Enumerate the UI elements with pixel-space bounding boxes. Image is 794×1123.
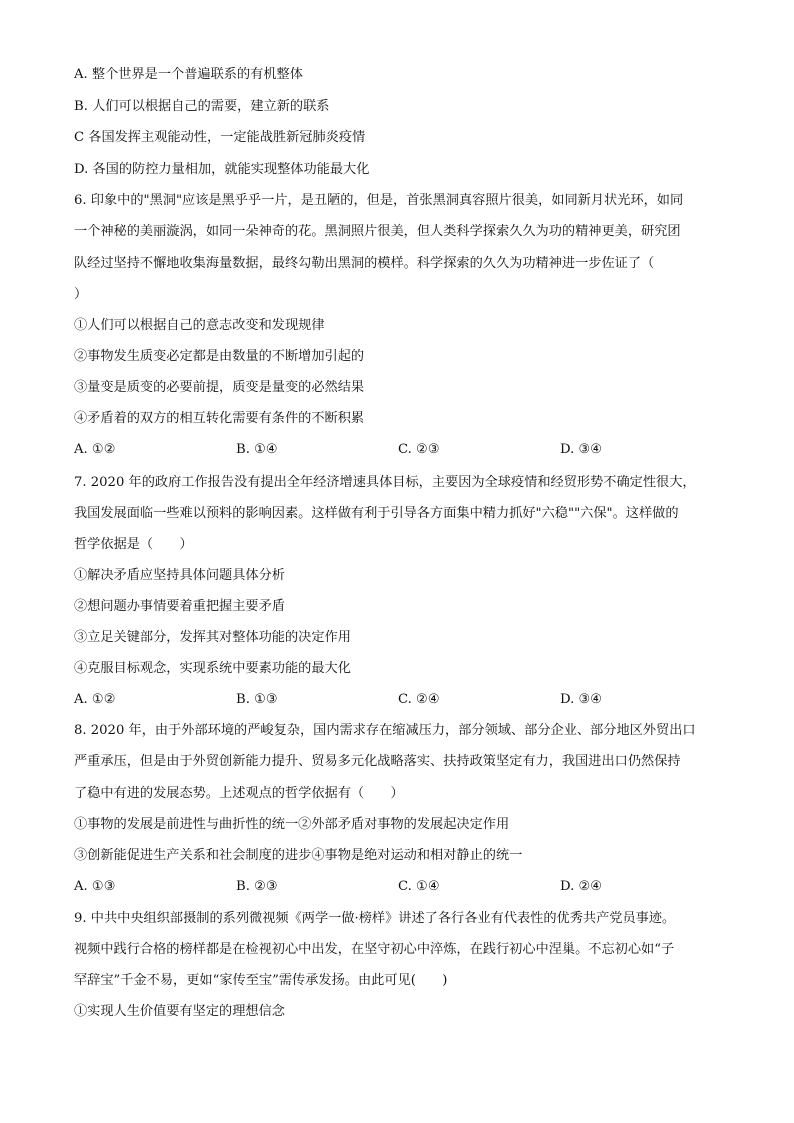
q7-statement: ②想问题办事情要着重把握主要矛盾 <box>74 599 285 614</box>
q6-stem-line: ） <box>74 287 88 302</box>
q6-choice-b[interactable]: B. ①④ <box>236 442 278 457</box>
q7-stem-line: 哲学依据是（ ） <box>74 537 193 552</box>
q8-choice-a[interactable]: A. ①③ <box>74 879 116 894</box>
q9-stem-line: 罕辞宝”千金不易，更如“家传至宝”需传承发扬。由此可见( ) <box>74 973 448 988</box>
q6-statement: ③量变是质变的必要前提，质变是量变的必然结果 <box>74 380 365 395</box>
q8-choice-b[interactable]: B. ②③ <box>236 879 278 894</box>
option-a: A. 整个世界是一个普遍联系的有机整体 <box>74 67 303 82</box>
q7-choice-d[interactable]: D. ③④ <box>560 692 603 707</box>
q8-stem-line: 8. 2020 年，由于外部环境的严峻复杂，国内需求存在缩减压力，部分领域、部分企业、部分地区外贸出口 <box>74 723 696 738</box>
q9-stem-line: 视频中践行合格的榜样都是在检视初心中出发，在坚守初心中淬炼，在践行初心中涅巢。不忘初心如“子 <box>74 942 675 957</box>
q7-stem-line: 我国发展面临一些难以预料的影响因素。这样做有利于引导各方面集中精力抓好"六稳""六保"。这样做的 <box>74 506 679 521</box>
q8-statement: ③创新能促进生产关系和社会制度的进步④事物是绝对运动和相对静止的统一 <box>74 848 523 863</box>
q6-statement: ④矛盾着的双方的相互转化需要有条件的不断积累 <box>74 411 365 426</box>
q7-choice-a[interactable]: A. ①② <box>74 692 116 707</box>
q6-statement: ①人们可以根据自己的意志改变和发现规律 <box>74 318 325 333</box>
q7-stem-line: 7. 2020 年的政府工作报告没有提出全年经济增速具体目标，主要因为全球疫情和经贸形势不确定性很大， <box>74 475 696 490</box>
option-b: B. 人们可以根据自己的需要，建立新的联系 <box>74 99 330 114</box>
q6-choices <box>74 440 722 460</box>
q7-choices <box>74 690 722 710</box>
q8-choice-d[interactable]: D. ②④ <box>560 879 603 894</box>
option-c: C 各国发挥主观能动性，一定能战胜新冠肺炎疫情 <box>74 130 366 145</box>
q8-choices <box>74 877 722 897</box>
q7-choice-b[interactable]: B. ①③ <box>236 692 278 707</box>
q6-statement: ②事物发生质变必定都是由数量的不断增加引起的 <box>74 349 365 364</box>
q6-choice-d[interactable]: D. ③④ <box>560 442 603 457</box>
q8-statement: ①事物的发展是前进性与曲折性的统一②外部矛盾对事物的发展起决定作用 <box>74 817 510 832</box>
option-d: D. 各国的防控力量相加，就能实现整体功能最大化 <box>74 162 370 177</box>
q6-stem-line: 6. 印象中的"黑洞"应该是黑乎乎一片，是丑陋的，但是，首张黑洞真容照片很美，如同新月状光环，如同 <box>74 193 684 208</box>
q8-choice-c[interactable]: C. ①④ <box>398 879 440 894</box>
q6-choice-c[interactable]: C. ②③ <box>398 442 440 457</box>
q6-stem-line: 队经过坚持不懈地收集海量数据，最终勾勒出黑洞的模样。科学探索的久久为功精神进一步佐证了（ <box>74 256 655 271</box>
q7-statement: ①解决矛盾应坚持具体问题具体分析 <box>74 568 285 583</box>
q8-stem-line: 严重承压，但是由于外贸创新能力提升、贸易多元化战略落实、扶持政策坚定有力，我国进出口仍然保持 <box>74 754 681 769</box>
q9-statement: ①实现人生价值要有坚定的理想信念 <box>74 1004 285 1019</box>
q6-stem-line: 一个神秘的美丽漩涡，如同一朵神奇的花。黑洞照片很美，但人类科学探索久久为功的精神更美，研究团 <box>74 224 681 239</box>
q7-choice-c[interactable]: C. ②④ <box>398 692 440 707</box>
q9-stem-line: 9. 中共中央组织部摄制的系列微视频《两学一做·榜样》讲述了各行各业有代表性的优秀共产党员事迹。 <box>74 911 676 926</box>
q6-choice-a[interactable]: A. ①② <box>74 442 116 457</box>
q7-statement: ④克服目标观念，实现系统中要素功能的最大化 <box>74 661 351 676</box>
q7-statement: ③立足关键部分，发挥其对整体功能的决定作用 <box>74 630 351 645</box>
q8-stem-line: 了稳中有进的发展态势。上述观点的哲学依据有（ ） <box>74 786 404 801</box>
